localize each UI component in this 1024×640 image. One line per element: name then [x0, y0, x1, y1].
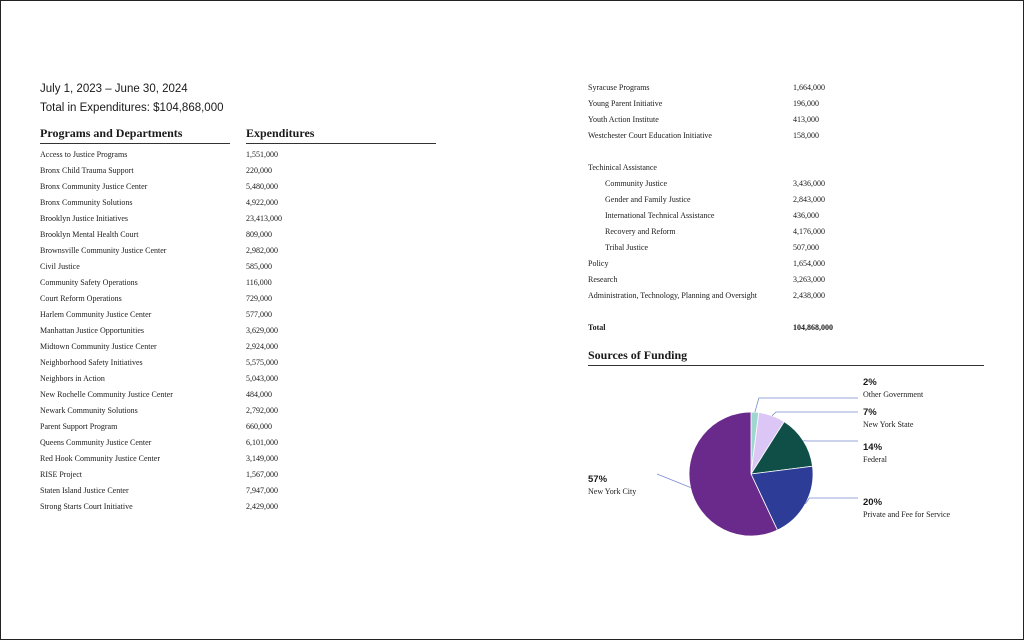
row-label: Brooklyn Justice Initiatives: [40, 214, 128, 223]
pct-private-fee: 20%: [863, 497, 883, 508]
report-period: July 1, 2023 – June 30, 2024: [40, 83, 188, 95]
pct-new-york-city: 57%: [588, 474, 608, 485]
row-label: Techinical Assistance: [588, 163, 657, 172]
row-value: 1,664,000: [793, 83, 825, 92]
funding-heading: Sources of Funding: [588, 348, 688, 362]
row-value: 6,101,000: [246, 438, 278, 447]
row-label: Harlem Community Justice Center: [40, 310, 152, 319]
label-federal: Federal: [863, 455, 887, 464]
row-value: 2,438,000: [793, 291, 825, 300]
row-value: 5,043,000: [246, 374, 278, 383]
row-label: Young Parent Initiative: [588, 99, 663, 108]
row-label: Recovery and Reform: [605, 227, 676, 236]
row-value: 104,868,000: [793, 323, 833, 332]
leader-line-private-and-fee-for-service: [805, 498, 858, 504]
row-label: Westchester Court Education Initiative: [588, 131, 712, 140]
total-expenditures: Total in Expenditures: $104,868,000: [40, 102, 224, 114]
row-label: Red Hook Community Justice Center: [40, 454, 160, 463]
row-label: Parent Support Program: [40, 422, 118, 431]
pct-other-government: 2%: [863, 377, 877, 388]
row-label: RISE Project: [40, 470, 82, 479]
row-label: Newark Community Solutions: [40, 406, 138, 415]
pct-federal: 14%: [863, 442, 883, 453]
row-value: 4,922,000: [246, 198, 278, 207]
expenditures-header: Expenditures: [246, 126, 315, 140]
row-value: 220,000: [246, 166, 272, 175]
label-private-fee: Private and Fee for Service: [863, 510, 951, 519]
leader-line-new-york-city: [657, 474, 690, 488]
row-label: Syracuse Programs: [588, 83, 650, 92]
label-new-york-city: New York City: [588, 487, 637, 496]
row-label: Queens Community Justice Center: [40, 438, 152, 447]
row-label: Research: [588, 275, 618, 284]
leader-line-other-government: [755, 398, 858, 412]
row-value: 2,843,000: [793, 195, 825, 204]
row-value: 2,429,000: [246, 502, 278, 511]
row-value: 1,551,000: [246, 150, 278, 159]
row-label: Community Safety Operations: [40, 278, 138, 287]
row-label: Midtown Community Justice Center: [40, 342, 157, 351]
row-value: 413,000: [793, 115, 819, 124]
row-label: New Rochelle Community Justice Center: [40, 390, 173, 399]
row-value: 1,654,000: [793, 259, 825, 268]
row-value: 116,000: [246, 278, 272, 287]
row-value: 3,436,000: [793, 179, 825, 188]
row-label: Brooklyn Mental Health Court: [40, 230, 139, 239]
row-label: Strong Starts Court Initiative: [40, 502, 133, 511]
row-label: Court Reform Operations: [40, 294, 122, 303]
row-value: 1,567,000: [246, 470, 278, 479]
row-value: 7,947,000: [246, 486, 278, 495]
label-new-york-state: New York State: [863, 420, 914, 429]
row-value: 196,000: [793, 99, 819, 108]
row-value: 3,149,000: [246, 454, 278, 463]
row-value: 2,924,000: [246, 342, 278, 351]
row-label: Gender and Family Justice: [605, 195, 691, 204]
row-label: Policy: [588, 259, 609, 268]
row-value: 577,000: [246, 310, 272, 319]
row-value: 660,000: [246, 422, 272, 431]
row-value: 3,629,000: [246, 326, 278, 335]
row-value: 809,000: [246, 230, 272, 239]
row-label: Youth Action Institute: [588, 115, 659, 124]
row-value: 5,480,000: [246, 182, 278, 191]
row-label: International Technical Assistance: [605, 211, 715, 220]
row-value: 2,982,000: [246, 246, 278, 255]
row-label: Administration, Technology, Planning and Oversight: [588, 291, 757, 300]
pct-new-york-state: 7%: [863, 407, 877, 418]
row-value: 5,575,000: [246, 358, 278, 367]
row-label: Total: [588, 323, 606, 332]
row-label: Civil Justice: [40, 262, 80, 271]
row-label: Tribal Justice: [605, 243, 649, 252]
row-value: 484,000: [246, 390, 272, 399]
row-value: 729,000: [246, 294, 272, 303]
row-value: 23,413,000: [246, 214, 282, 223]
row-label: Neighbors in Action: [40, 374, 105, 383]
row-value: 158,000: [793, 131, 819, 140]
label-other-government: Other Government: [863, 390, 924, 399]
row-label: Bronx Child Trauma Support: [40, 166, 134, 175]
row-value: 2,792,000: [246, 406, 278, 415]
row-value: 585,000: [246, 262, 272, 271]
row-label: Access to Justice Programs: [40, 150, 128, 159]
row-label: Community Justice: [605, 179, 667, 188]
programs-header: Programs and Departments: [40, 126, 183, 140]
row-label: Manhattan Justice Opportunities: [40, 326, 144, 335]
row-value: 3,263,000: [793, 275, 825, 284]
row-label: Brownsville Community Justice Center: [40, 246, 167, 255]
row-label: Bronx Community Solutions: [40, 198, 133, 207]
row-label: Neighborhood Safety Initiatives: [40, 358, 143, 367]
row-value: 507,000: [793, 243, 819, 252]
leader-line-new-york-state: [772, 412, 858, 416]
row-label: Bronx Community Justice Center: [40, 182, 148, 191]
row-value: 4,176,000: [793, 227, 825, 236]
row-label: Staten Island Justice Center: [40, 486, 129, 495]
row-value: 436,000: [793, 211, 819, 220]
